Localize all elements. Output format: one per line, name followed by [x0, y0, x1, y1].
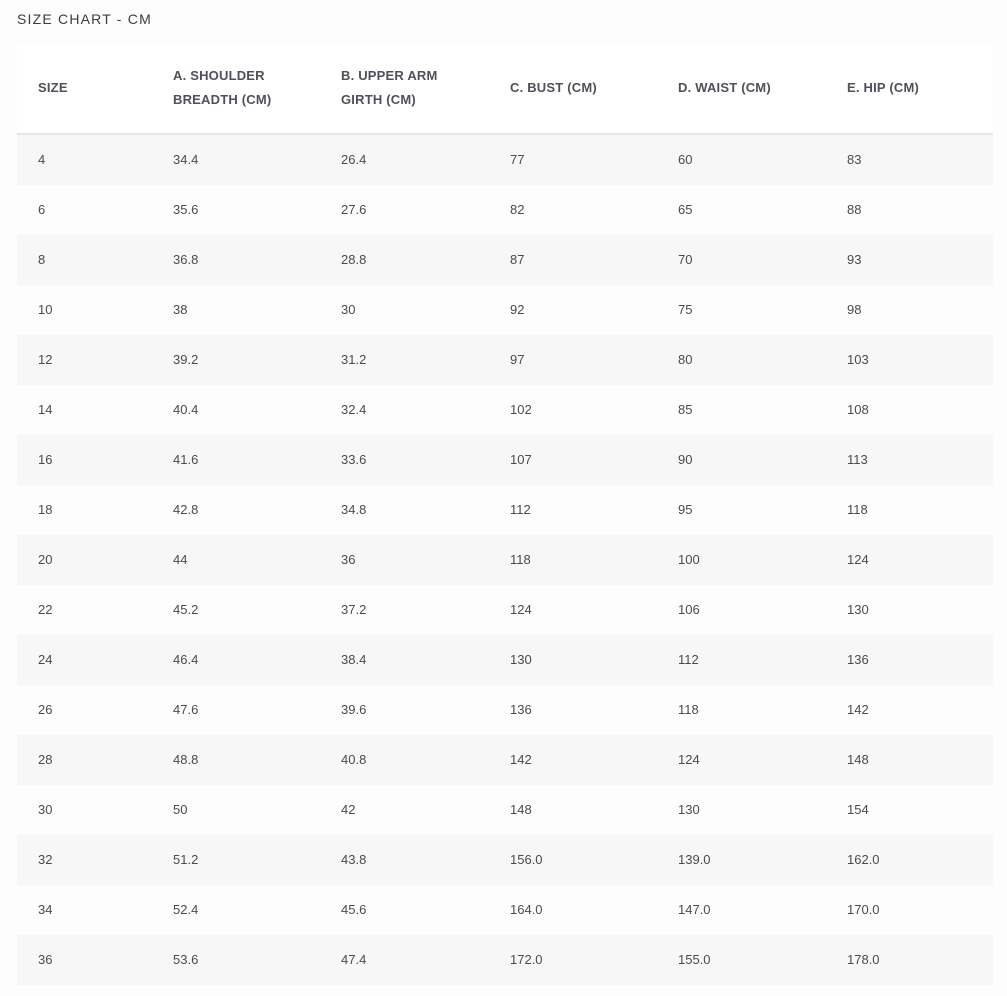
table-row	[17, 385, 993, 435]
cell-size: 18	[38, 502, 53, 517]
cell-bust: 77	[510, 152, 525, 167]
cell-upper-arm-girth: 36	[341, 552, 356, 567]
cell-hip: 162.0	[847, 852, 880, 867]
cell-shoulder-breadth: 38	[173, 302, 188, 317]
cell-hip: 142	[847, 702, 869, 717]
cell-hip: 170.0	[847, 902, 880, 917]
cell-hip: 108	[847, 402, 869, 417]
cell-bust: 87	[510, 252, 525, 267]
cell-upper-arm-girth: 34.8	[341, 502, 367, 517]
cell-bust: 102	[510, 402, 532, 417]
cell-upper-arm-girth: 32.4	[341, 402, 367, 417]
table-row	[17, 835, 993, 885]
cell-shoulder-breadth: 52.4	[173, 902, 199, 917]
table-row	[17, 535, 993, 585]
cell-bust: 112	[510, 502, 531, 517]
table-row	[17, 185, 993, 235]
cell-upper-arm-girth: 30	[341, 302, 356, 317]
cell-size: 22	[38, 602, 53, 617]
cell-size: 20	[38, 552, 53, 567]
table-header	[17, 42, 993, 135]
cell-shoulder-breadth: 41.6	[173, 452, 199, 467]
cell-waist: 118	[678, 702, 699, 717]
cell-waist: 75	[678, 302, 693, 317]
cell-shoulder-breadth: 47.6	[173, 702, 199, 717]
cell-waist: 90	[678, 452, 693, 467]
cell-shoulder-breadth: 50	[173, 802, 188, 817]
cell-hip: 148	[847, 752, 869, 767]
table-row	[17, 435, 993, 485]
cell-bust: 172.0	[510, 952, 543, 967]
table-row	[17, 485, 993, 535]
cell-waist: 155.0	[678, 952, 711, 967]
cell-upper-arm-girth: 45.6	[341, 902, 367, 917]
cell-bust: 92	[510, 302, 525, 317]
table-row	[17, 885, 993, 935]
table-row	[17, 635, 993, 685]
cell-hip: 118	[847, 502, 868, 517]
cell-size: 4	[38, 152, 46, 167]
cell-shoulder-breadth: 40.4	[173, 402, 199, 417]
table-row	[17, 135, 993, 185]
cell-bust: 130	[510, 652, 532, 667]
column-header-size: SIZE	[38, 79, 68, 95]
cell-waist: 112	[678, 652, 699, 667]
cell-bust: 164.0	[510, 902, 543, 917]
cell-bust: 82	[510, 202, 525, 217]
cell-hip: 98	[847, 302, 862, 317]
cell-hip: 154	[847, 802, 869, 817]
cell-bust: 136	[510, 702, 532, 717]
cell-upper-arm-girth: 33.6	[341, 452, 367, 467]
cell-size: 14	[38, 402, 53, 417]
column-header-hip: E. HIP (CM)	[847, 79, 920, 95]
cell-size: 36	[38, 952, 53, 967]
cell-upper-arm-girth: 42	[341, 802, 356, 817]
cell-waist: 130	[678, 802, 700, 817]
cell-waist: 147.0	[678, 902, 711, 917]
table-row	[17, 735, 993, 785]
cell-waist: 124	[678, 752, 700, 767]
table-row	[17, 785, 993, 835]
cell-hip: 103	[847, 352, 869, 367]
cell-shoulder-breadth: 36.8	[173, 252, 199, 267]
cell-upper-arm-girth: 27.6	[341, 202, 367, 217]
cell-shoulder-breadth: 42.8	[173, 502, 199, 517]
cell-shoulder-breadth: 34.4	[173, 152, 199, 167]
cell-upper-arm-girth: 43.8	[341, 852, 367, 867]
cell-waist: 100	[678, 552, 700, 567]
table-row	[17, 285, 993, 335]
cell-size: 32	[38, 852, 53, 867]
page-title: SIZE CHART - CM	[17, 11, 152, 27]
cell-upper-arm-girth: 31.2	[341, 352, 367, 367]
cell-waist: 80	[678, 352, 693, 367]
cell-shoulder-breadth: 51.2	[173, 852, 199, 867]
cell-size: 24	[38, 652, 53, 667]
cell-bust: 118	[510, 552, 531, 567]
cell-bust: 142	[510, 752, 532, 767]
cell-size: 30	[38, 802, 53, 817]
column-header-upper-arm-girth: B. UPPER ARM GIRTH (CM)	[341, 67, 438, 107]
table-row	[17, 685, 993, 735]
cell-shoulder-breadth: 44	[173, 552, 188, 567]
cell-size: 34	[38, 902, 53, 917]
cell-upper-arm-girth: 37.2	[341, 602, 367, 617]
column-header-bust: C. BUST (CM)	[510, 79, 597, 95]
cell-upper-arm-girth: 28.8	[341, 252, 367, 267]
cell-size: 8	[38, 252, 46, 267]
cell-hip: 124	[847, 552, 869, 567]
cell-shoulder-breadth: 35.6	[173, 202, 199, 217]
cell-bust: 148	[510, 802, 532, 817]
cell-upper-arm-girth: 39.6	[341, 702, 367, 717]
cell-upper-arm-girth: 38.4	[341, 652, 367, 667]
cell-waist: 95	[678, 502, 693, 517]
cell-bust: 97	[510, 352, 525, 367]
table-row	[17, 335, 993, 385]
cell-hip: 83	[847, 152, 862, 167]
size-chart-table	[17, 42, 993, 985]
cell-size: 26	[38, 702, 53, 717]
cell-waist: 65	[678, 202, 693, 217]
cell-shoulder-breadth: 53.6	[173, 952, 199, 967]
cell-waist: 85	[678, 402, 693, 417]
cell-size: 10	[38, 302, 53, 317]
cell-size: 16	[38, 452, 53, 467]
cell-upper-arm-girth: 40.8	[341, 752, 367, 767]
cell-hip: 130	[847, 602, 869, 617]
cell-upper-arm-girth: 47.4	[341, 952, 367, 967]
cell-hip: 88	[847, 202, 862, 217]
cell-bust: 107	[510, 452, 532, 467]
cell-hip: 136	[847, 652, 869, 667]
table-body	[17, 135, 993, 985]
cell-size: 6	[38, 202, 46, 217]
cell-shoulder-breadth: 46.4	[173, 652, 199, 667]
table-row	[17, 585, 993, 635]
cell-hip: 93	[847, 252, 862, 267]
cell-bust: 124	[510, 602, 532, 617]
column-header-shoulder-breadth: A. SHOULDER BREADTH (CM)	[173, 67, 272, 107]
cell-hip: 113	[847, 452, 868, 467]
table-row	[17, 935, 993, 985]
cell-upper-arm-girth: 26.4	[341, 152, 367, 167]
cell-waist: 139.0	[678, 852, 711, 867]
cell-bust: 156.0	[510, 852, 543, 867]
cell-shoulder-breadth: 45.2	[173, 602, 199, 617]
cell-size: 12	[38, 352, 53, 367]
cell-waist: 70	[678, 252, 693, 267]
column-header-waist: D. WAIST (CM)	[678, 79, 771, 95]
cell-waist: 106	[678, 602, 700, 617]
cell-shoulder-breadth: 48.8	[173, 752, 199, 767]
cell-size: 28	[38, 752, 53, 767]
cell-hip: 178.0	[847, 952, 880, 967]
cell-shoulder-breadth: 39.2	[173, 352, 199, 367]
cell-waist: 60	[678, 152, 693, 167]
table-row	[17, 235, 993, 285]
